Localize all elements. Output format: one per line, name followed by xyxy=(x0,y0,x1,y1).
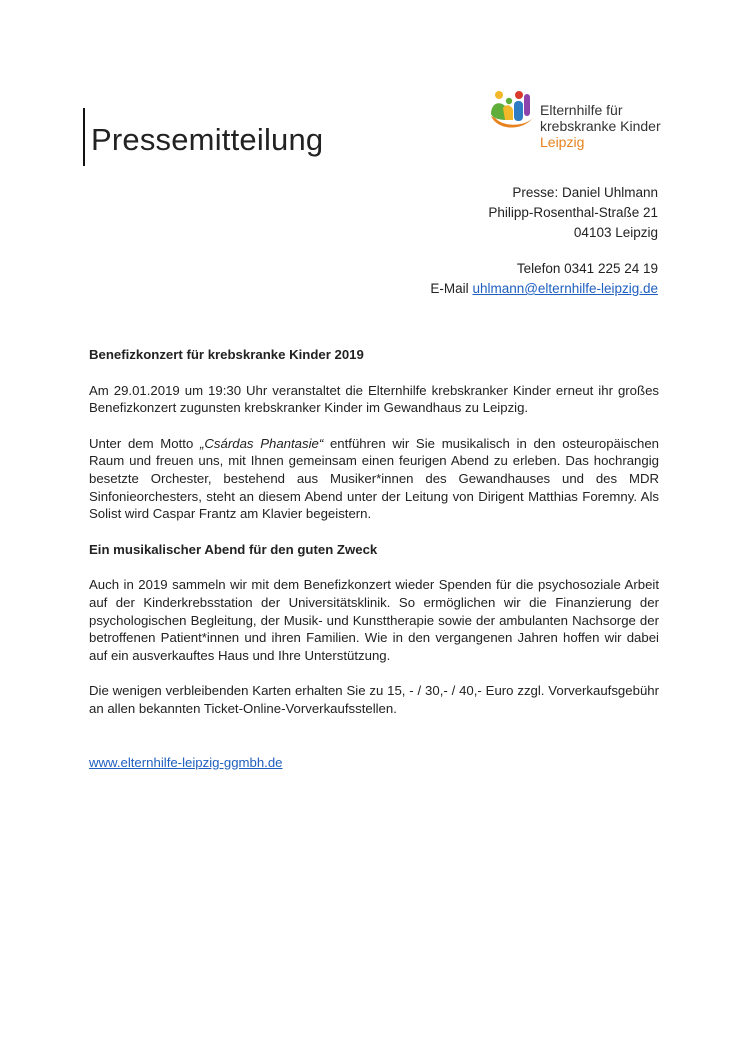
logo-line-1: Elternhilfe für xyxy=(540,102,623,118)
article-subheadline: Ein musikalischer Abend für den guten Zweck xyxy=(89,541,378,557)
organization-logo xyxy=(487,86,667,156)
phone-number: Telefon 0341 225 24 19 xyxy=(516,261,658,276)
article-body xyxy=(89,346,659,771)
email-link[interactable]: uhlmann@elternhilfe-leipzig.de xyxy=(472,281,658,296)
logo-line-3: Leipzig xyxy=(540,134,585,150)
website-link[interactable]: www.elternhilfe-leipzig-ggmbh.de xyxy=(89,754,283,770)
motto-suffix: entführen wir Sie musikalisch in den osteuropäischen Raum und freuen uns, mit Ihnen gemeinsam einen feurigen Abend zu erleben. Das hochrangig besetzte Orchester, bestehend aus Musiker*innen des Gewandhauses und des MDR Sinfonieorchesters, steht an diesem Abend unter der Leitung von Dirigent Matthias Foremny. Als Solist wird Caspar Frantz am Klavier begeistern. xyxy=(89,435,659,522)
article-headline: Benefizkonzert für krebskranke Kinder 2019 xyxy=(89,347,364,362)
email-line xyxy=(430,279,658,299)
email-label: E-Mail xyxy=(430,281,473,296)
motto-prefix: Unter dem Motto xyxy=(89,435,200,451)
paragraph-motto xyxy=(89,435,659,523)
street-address: Philipp-Rosenthal-Straße 21 xyxy=(488,205,658,220)
paragraph-donations: Auch in 2019 sammeln wir mit dem Benefizkonzert wieder Spenden für die psychosoziale Arbeit auf der Kinderkrebsstation der Universitätsklinik. So ermöglichen wir die Finanzierung der psychologischen Begleitung, der Musik- und Kunsttherapie sowie der ambulanten Nachsorge der betroffenen Patient*innen und ihren Familien. Wie in den vergangenen Jahren hoffen wir dabei auf ein ausverkauftes Haus und Ihre Unterstützung. xyxy=(89,577,659,663)
city-address: 04103 Leipzig xyxy=(573,225,658,240)
title-divider xyxy=(83,108,85,166)
paragraph-intro: Am 29.01.2019 um 19:30 Uhr veranstaltet die Elternhilfe krebskranker Kinder erneut ihr großes Benefizkonzert zugunsten krebskranker Kinder im Gewandhaus zu Leipzig. xyxy=(89,382,659,416)
family-logo-icon xyxy=(487,86,537,136)
logo-line-2: krebskranke Kinder xyxy=(540,118,661,134)
page-title: Pressemitteilung xyxy=(91,122,324,157)
paragraph-tickets: Die wenigen verbleibenden Karten erhalten Sie zu 15, - / 30,- / 40,- Euro zzgl. Vorverkaufsgebühr an allen bekannten Ticket-Online-Vorverkaufsstellen. xyxy=(89,683,659,716)
motto-title: „Csárdas Phantasie“ xyxy=(200,435,324,451)
contact-block xyxy=(430,183,658,299)
press-contact: Presse: Daniel Uhlmann xyxy=(512,185,658,200)
